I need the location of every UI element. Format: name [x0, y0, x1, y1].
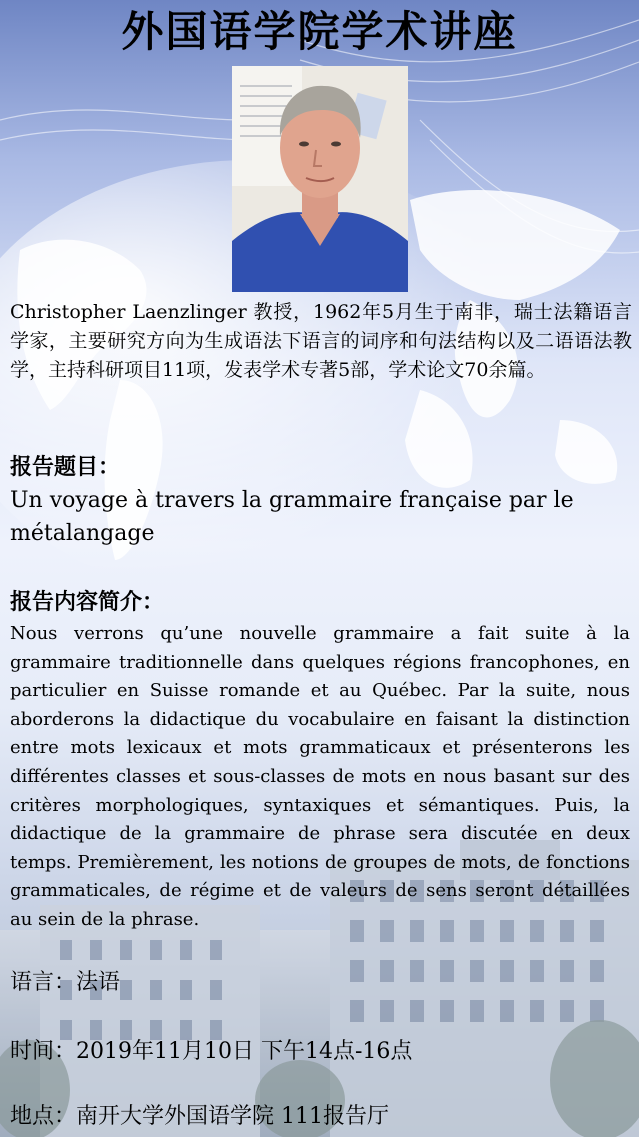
abstract-text: Nous verrons qu’une nouvelle grammaire a fait suite à la grammaire traditionnelle dans quelques régions francophones, en particulier en Suisse romande et au Québec. Par la suite, nous aborderons la didactique du vocabulaire en faisant la distinction entre mots lexicaux et mots grammaticaux et présenterons les différentes classes et sous-classes de mots en nous basant sur des critères morphologiques, syntaxiques et sémantiques. Puis, la didactique de la grammaire de phrase sera discutée en deux temps. Premièrement, les notions de groupes de mots, de fonctions grammaticales, de régime et de valeurs de sens seront détaillées au sein de la phrase.: [10, 623, 630, 930]
language-info: 语言：法语: [10, 970, 121, 995]
speaker-bio: Christopher Laenzlinger 教授，1962年5月生于南非，瑞士法籍语言学家，主要研究方向为生成语法下语言的词序和句法结构以及二语语法教学，主持科研项目11项，发表学术专著5部，学术论文70余篇。: [10, 301, 632, 381]
page-title: 外国语学院学术讲座: [121, 7, 518, 56]
talk-title: Un voyage à travers la grammaire française par le métalangage: [10, 488, 574, 546]
speaker-photo: [232, 66, 408, 292]
abstract-heading: 报告内容简介：: [10, 589, 165, 615]
time-info: 时间：2019年11月10日 下午14点-16点: [10, 1039, 413, 1064]
place-info: 地点：南开大学外国语学院 111报告厅: [10, 1104, 389, 1129]
talk-title-heading: 报告题目：: [10, 454, 121, 480]
